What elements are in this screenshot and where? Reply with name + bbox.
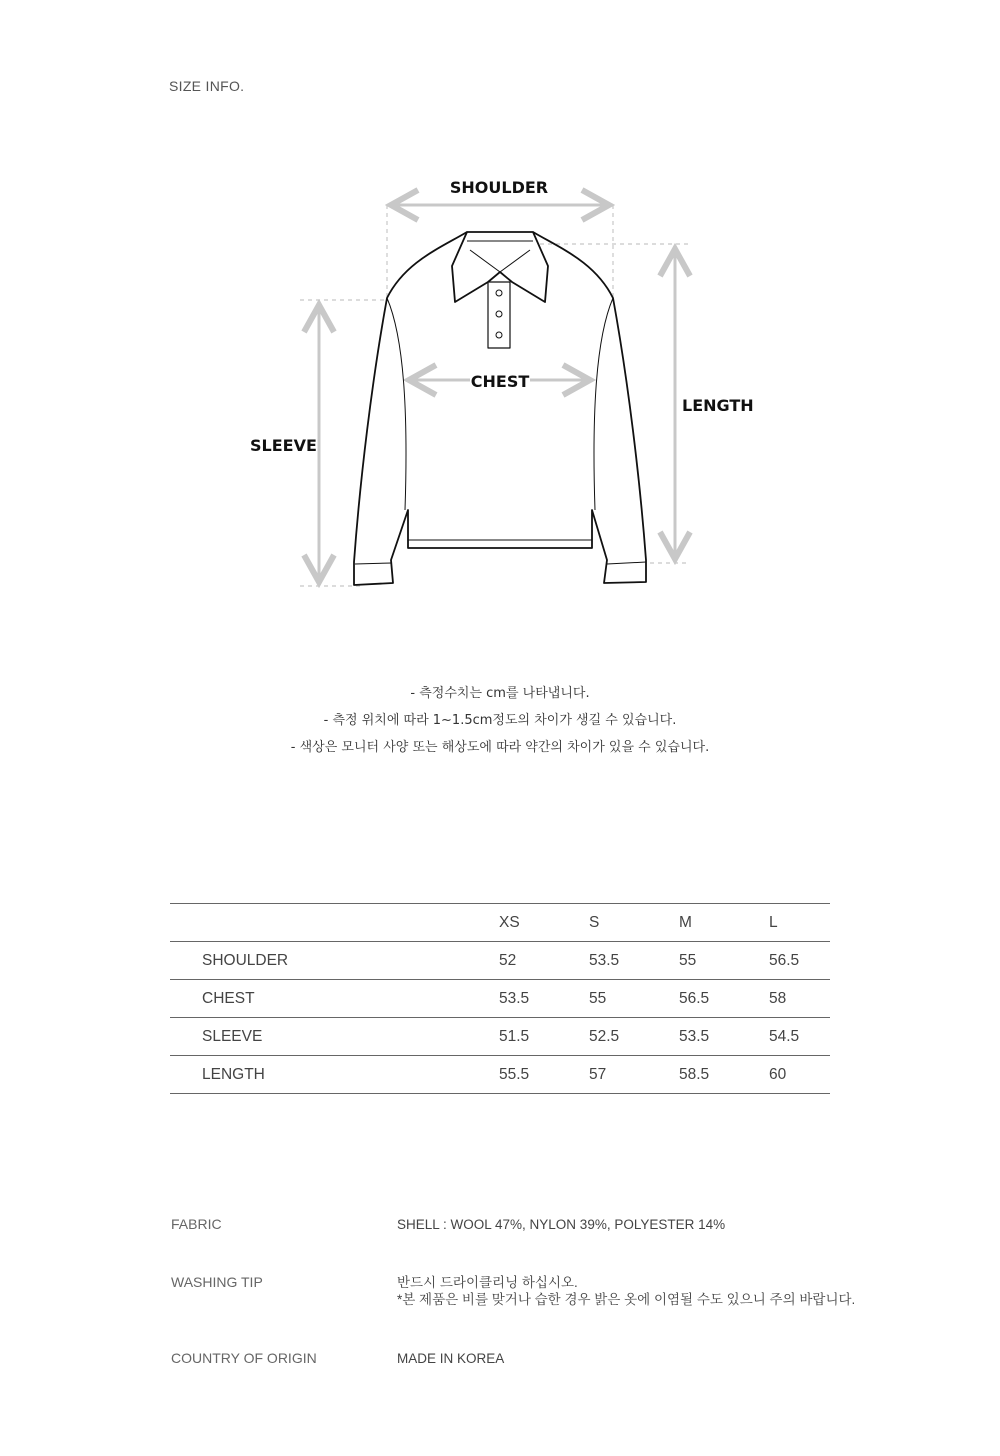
washing-tip-value [397, 1274, 855, 1308]
row-label: SLEEVE [170, 1018, 499, 1056]
sleeve-label: SLEEVE [250, 436, 317, 455]
measurement-notes [0, 680, 1000, 761]
table-row [170, 980, 830, 1018]
header-cell [170, 904, 499, 942]
table-row [170, 1056, 830, 1094]
table-cell: 53.5 [589, 942, 679, 980]
table-cell: 55 [679, 942, 769, 980]
table-cell: 53.5 [679, 1018, 769, 1056]
note-line: - 측정수치는 cm를 나타냅니다. [410, 686, 590, 701]
table-cell: 57 [589, 1056, 679, 1094]
table-cell: 51.5 [499, 1018, 589, 1056]
table-cell: 56.5 [769, 942, 830, 980]
table-cell: 54.5 [769, 1018, 830, 1056]
size-table [170, 903, 830, 1094]
size-diagram [0, 150, 1000, 610]
washing-tip-line: *본 제품은 비를 맞거나 습한 경우 밝은 옷에 이염될 수도 있으니 주의 바랍니다. [397, 1292, 856, 1307]
row-label: LENGTH [170, 1056, 499, 1094]
header-cell-xs: XS [499, 904, 589, 942]
origin-label: COUNTRY OF ORIGIN [171, 1350, 317, 1366]
shoulder-label: SHOULDER [449, 178, 549, 197]
row-label: SHOULDER [170, 942, 499, 980]
table-cell: 55 [589, 980, 679, 1018]
table-cell: 55.5 [499, 1056, 589, 1094]
fabric-value: SHELL : WOOL 47%, NYLON 39%, POLYESTER 14% [397, 1217, 726, 1232]
table-cell: 58.5 [679, 1056, 769, 1094]
table-cell: 60 [769, 1056, 830, 1094]
origin-value: MADE IN KOREA [397, 1351, 505, 1366]
row-label: CHEST [170, 980, 499, 1018]
size-table-header [170, 904, 830, 942]
length-label: LENGTH [682, 396, 754, 415]
header-cell-s: S [589, 904, 679, 942]
note-line: - 색상은 모니터 사양 또는 해상도에 따라 약간의 차이가 있을 수 있습니다. [290, 740, 710, 755]
table-cell: 53.5 [499, 980, 589, 1018]
header-cell-m: M [679, 904, 769, 942]
chest-label: CHEST [470, 372, 530, 391]
note-line: - 측정 위치에 따라 1~1.5cm정도의 차이가 생길 수 있습니다. [323, 713, 677, 728]
table-cell: 52 [499, 942, 589, 980]
washing-tip-label: WASHING TIP [171, 1274, 263, 1290]
washing-tip-line: 반드시 드라이클리닝 하십시오. [397, 1275, 578, 1290]
header-cell-l: L [769, 904, 830, 942]
table-cell: 58 [769, 980, 830, 1018]
fabric-label: FABRIC [171, 1216, 222, 1232]
table-cell: 52.5 [589, 1018, 679, 1056]
polo-shirt-drawing [354, 232, 646, 585]
table-cell: 56.5 [679, 980, 769, 1018]
table-row [170, 1018, 830, 1056]
section-title: SIZE INFO. [169, 78, 245, 94]
table-row [170, 942, 830, 980]
